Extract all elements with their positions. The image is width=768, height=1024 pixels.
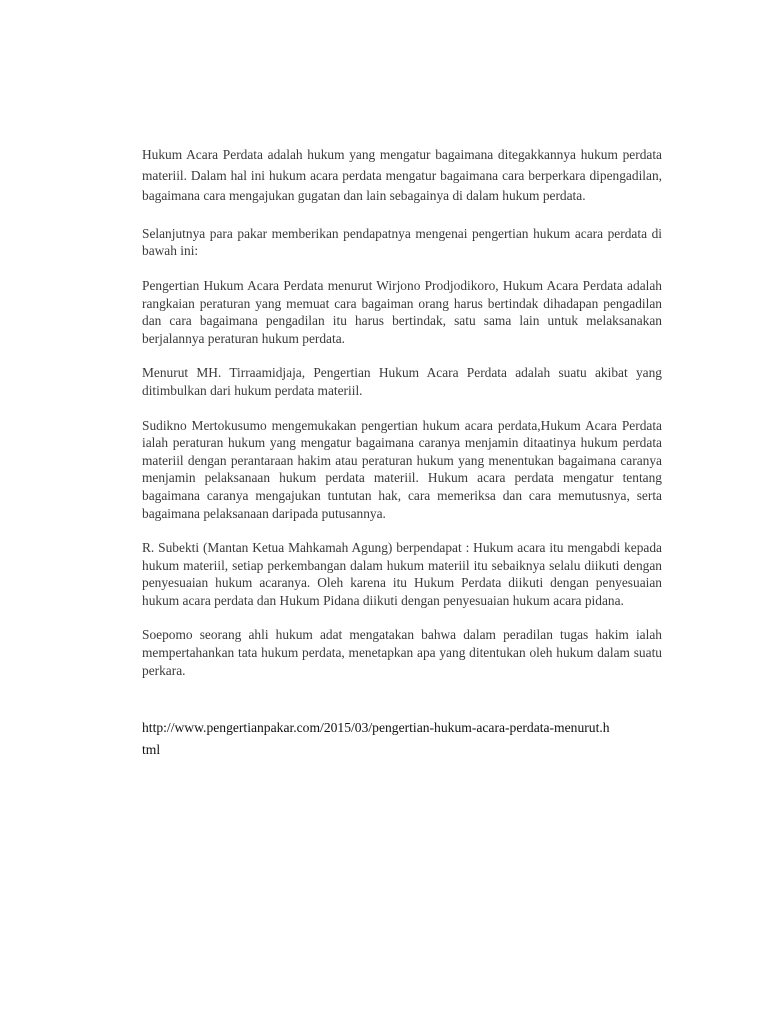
document-body: [142, 145, 662, 761]
paragraph-wirjono: Pengertian Hukum Acara Perdata menurut Wirjono Prodjodikoro, Hukum Acara Perdata adalah rangkaian peraturan yang memuat cara bagaiman orang harus bertindak dihadapan pengadilan dan cara bagaimana pengadilan itu harus bertindak, satu sama lain untuk melaksanakan berjalannya peraturan hukum perdata.: [142, 277, 662, 346]
paragraph-soepomo: Soepomo seorang ahli hukum adat mengatakan bahwa dalam peradilan tugas hakim ialah mempertahankan tata hukum perdata, menetapkan apa yang ditentukan oleh hukum dalam suatu perkara.: [142, 627, 662, 678]
paragraph-tirraamidjaja: Menurut MH. Tirraamidjaja, Pengertian Hukum Acara Perdata adalah suatu akibat yang ditimbulkan dari hukum perdata materiil.: [142, 365, 662, 398]
paragraph-experts-intro: Selanjutnya para pakar memberikan pendapatnya mengenai pengertian hukum acara perdata di bawah ini:: [142, 225, 662, 259]
paragraph-sudikno: Sudikno Mertokusumo mengemukakan pengertian hukum acara perdata,Hukum Acara Perdata ialah peraturan hukum yang mengatur bagaimana caranya menjamin ditaatinya hukum perdata materiil dengan perantaraan hakim atau peraturan hukum yang menentukan bagaimana caranya menjamin pelaksanaan hukum perdata materiil. Hukum acara perdata mengatur tentang bagaimana caranya mengajukan tuntutan hak, cara memeriksa dan cara memutusnya, serta bagaimana pelaksanaan daripada putusannya.: [142, 417, 662, 521]
paragraph-subekti: R. Subekti (Mantan Ketua Mahkamah Agung) berpendapat : Hukum acara itu mengabdi kepada hukum materiil, setiap perkembangan dalam hukum materiil itu sebaiknya selalu diikuti dengan penyesuaian hukum acaranya. Oleh karena itu Hukum Perdata diikuti dengan penyesuaian hukum acara perdata dan Hukum Pidana diikuti dengan penyesuaian hukum acara pidana.: [142, 540, 662, 608]
source-link[interactable]: http://www.pengertianpakar.com/2015/03/pengertian-hukum-acara-perdata-menurut.html: [142, 720, 610, 758]
paragraph-intro: Hukum Acara Perdata adalah hukum yang mengatur bagaimana ditegakkannya hukum perdata materiil. Dalam hal ini hukum acara perdata mengatur bagaimana cara berperkara dipengadilan, bagaimana cara mengajukan gugatan dan lain sebagainya di dalam hukum perdata.: [142, 147, 662, 204]
